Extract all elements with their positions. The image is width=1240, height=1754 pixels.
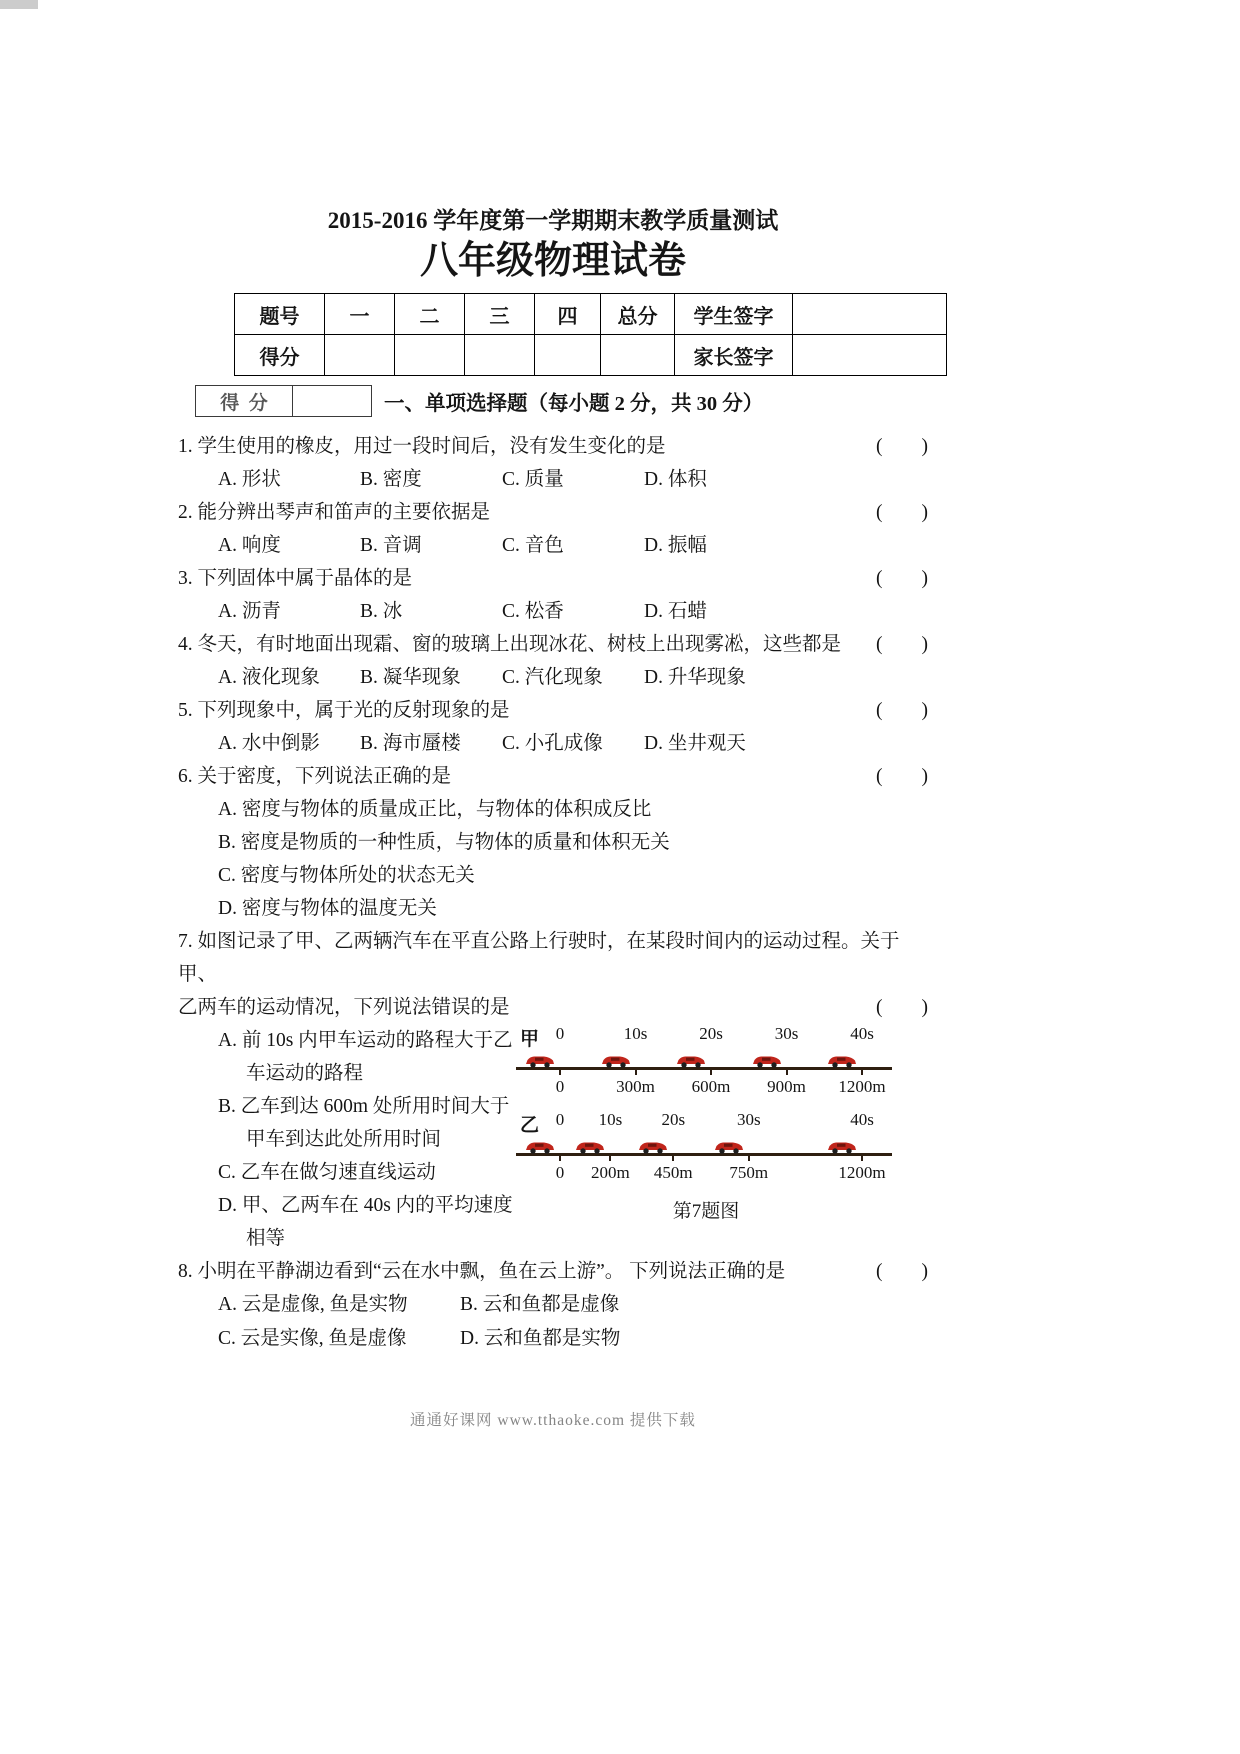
car-icon-wrap [601,1054,631,1068]
option-d: D. 甲、乙两车在 40s 内的平均速度相等 [218,1195,513,1249]
car-icon-wrap [575,1140,605,1154]
question-1 [178,430,928,496]
cell-part-2: 二 [395,294,465,335]
car-row-label: 乙 [520,1115,540,1136]
answer-blank: ( ) [876,766,928,787]
time-label: 20s [661,1110,686,1129]
option-c: C. 小孔成像 [502,733,603,754]
car-icon [752,1054,782,1068]
score-table-score-row [235,335,947,376]
axis-tick [861,1156,863,1161]
option-a: A. 密度与物体的质量成正比，与物体的体积成反比 [218,799,652,820]
distance-label: 450m [653,1163,693,1182]
distance-label: 200m [591,1163,630,1182]
car-icon [714,1140,744,1154]
time-label: 40s [850,1024,874,1043]
car-icon [601,1054,631,1068]
option-a: A. 沥青 [218,601,281,622]
exam-session-title: 2015-2016 学年度第一学期期末教学质量测试 [327,208,779,233]
car-icon [525,1054,555,1068]
distance-label: 900m [767,1077,806,1096]
car-icon-wrap [714,1140,744,1154]
section-score-blank [293,385,372,417]
cell-part-3: 三 [465,294,535,335]
option-d: D. 密度与物体的温度无关 [218,898,437,919]
car-icon [525,1140,555,1154]
car-icon-wrap [752,1054,782,1068]
car-icon-wrap [525,1054,555,1068]
section-score-label: 得 分 [195,385,293,417]
score-table-header-row [235,294,947,335]
question-text: 1. 学生使用的橡皮，用过一段时间后，没有发生变化的是 [178,436,666,457]
cell-parent-signature-label: 家长签字 [675,335,793,376]
option-d: D. 石蜡 [644,601,707,622]
option-c: C. 音色 [502,535,564,556]
answer-blank: ( ) [876,634,928,655]
distance-label: 600m [691,1077,731,1096]
option-b: B. 乙车到达 600m 处所用时间大于甲车到达此处所用时间 [218,1096,510,1150]
time-label: 40s [850,1110,874,1129]
axis-tick [748,1156,750,1161]
distance-label: 0 [555,1163,565,1182]
cell-part-4: 四 [535,294,601,335]
distance-label: 300m [616,1077,655,1096]
exam-paper-title: 八年级物理试卷 [419,240,686,282]
time-label: 0 [555,1024,565,1043]
question-8 [178,1255,928,1356]
question-4 [178,628,928,694]
cell-question-number: 题号 [235,294,325,335]
cell-score-2 [395,335,465,376]
section-heading: 一、单项选择题（每小题 2 分，共 30 分） [384,393,764,415]
car-icon [575,1140,605,1154]
option-b: B. 音调 [360,535,422,556]
answer-blank: ( ) [876,436,928,457]
question-2 [178,496,928,562]
question-text-line2: 乙两车的运动情况，下列说法错误的是 [178,997,510,1018]
option-b: B. 冰 [360,601,403,622]
cell-student-signature-label: 学生签字 [675,294,793,335]
exam-page [178,205,928,1430]
answer-blank: ( ) [876,1261,928,1282]
axis-tick [609,1156,611,1161]
option-d: D. 体积 [644,469,707,490]
question-text: 4. 冬天，有时地面出现霜、窗的玻璃上出现冰花、树枝上出现雾凇，这些都是 [178,634,842,655]
option-b: B. 海市蜃楼 [360,733,461,754]
figure-axis [516,1024,892,1100]
question-6 [178,760,928,925]
option-d: D. 坐井观天 [644,733,746,754]
question-5 [178,694,928,760]
option-c: C. 汽化现象 [502,667,603,688]
score-summary-table [234,293,947,376]
option-b: B. 凝华现象 [360,667,461,688]
time-label: 20s [699,1024,723,1043]
cell-score-1 [325,335,395,376]
option-a: A. 液化现象 [218,667,320,688]
time-label: 10s [623,1024,648,1043]
car-icon-wrap [525,1140,555,1154]
figure-caption: 第7题图 [672,1201,740,1222]
distance-label: 1200m [838,1077,886,1096]
axis-tick [559,1156,561,1161]
cell-score-total [601,335,675,376]
option-c: C. 密度与物体所处的状态无关 [218,865,475,886]
option-a: A. 响度 [218,535,281,556]
distance-label: 1200m [838,1163,886,1182]
car-icon [827,1054,857,1068]
cell-score-4 [535,335,601,376]
option-c: C. 乙车在做匀速直线运动 [218,1162,436,1183]
cell-student-signature-blank [793,294,947,335]
question-text: 8. 小明在平静湖边看到“云在水中飘，鱼在云上游”。 下列说法正确的是 [178,1261,786,1282]
section-score-box [195,385,372,417]
cell-parent-signature-blank [793,335,947,376]
option-d: D. 振幅 [644,535,707,556]
answer-blank: ( ) [876,502,928,523]
figure-row-yi [516,1110,896,1186]
option-a: A. 云是虚像, 鱼是实物 [218,1294,408,1315]
cell-score-3 [465,335,535,376]
answer-blank: ( ) [876,997,928,1018]
option-c: C. 云是实像, 鱼是虚像 [218,1328,407,1349]
scan-artifact [0,0,38,9]
car-icon-wrap [676,1054,706,1068]
axis-tick [861,1070,863,1075]
option-a: A. 前 10s 内甲车运动的路程大于乙车运动的路程 [218,1030,513,1084]
car-icon [638,1140,668,1154]
question-list [178,430,928,1356]
car-icon [676,1054,706,1068]
option-b: B. 密度是物质的一种性质，与物体的质量和体积无关 [218,832,670,853]
car-icon [827,1140,857,1154]
question-3 [178,562,928,628]
time-label: 30s [774,1024,799,1043]
distance-label: 0 [555,1077,565,1096]
question-text: 6. 关于密度，下列说法正确的是 [178,766,452,787]
axis-tick [635,1070,637,1075]
question-7 [178,925,928,1255]
distance-label: 750m [729,1163,769,1182]
question-text: 3. 下列固体中属于晶体的是 [178,568,413,589]
option-a: A. 形状 [218,469,281,490]
axis-tick [710,1070,712,1075]
answer-blank: ( ) [876,700,928,721]
cell-part-1: 一 [325,294,395,335]
option-c: C. 松香 [502,601,564,622]
answer-blank: ( ) [876,568,928,589]
option-a: A. 水中倒影 [218,733,320,754]
time-label: 0 [555,1110,565,1129]
axis-tick [559,1070,561,1075]
figure-axis [516,1110,892,1186]
option-d: D. 云和鱼都是实物 [460,1328,621,1349]
car-icon-wrap [827,1054,857,1068]
option-b: B. 密度 [360,469,422,490]
option-d: D. 升华现象 [644,667,746,688]
time-label: 30s [736,1110,761,1129]
time-label: 10s [598,1110,623,1129]
question-text-line1: 7. 如图记录了甲、乙两辆汽车在平直公路上行驶时，在某段时间内的运动过程。关于甲、 [178,931,900,985]
car-icon-wrap [638,1140,668,1154]
cell-score-label: 得分 [235,335,325,376]
option-b: B. 云和鱼都是虚像 [460,1294,620,1315]
question-text: 5. 下列现象中，属于光的反射现象的是 [178,700,510,721]
car-row-label: 甲 [520,1029,540,1050]
car-icon-wrap [827,1140,857,1154]
question7-figure [516,1024,896,1255]
cell-total: 总分 [601,294,675,335]
option-c: C. 质量 [502,469,564,490]
footer-watermark: 通通好课网 www.tthaoke.com 提供下载 [410,1412,696,1429]
axis-tick [786,1070,788,1075]
axis-tick [672,1156,674,1161]
figure-row-jia [516,1024,896,1100]
question-text: 2. 能分辨出琴声和笛声的主要依据是 [178,502,491,523]
